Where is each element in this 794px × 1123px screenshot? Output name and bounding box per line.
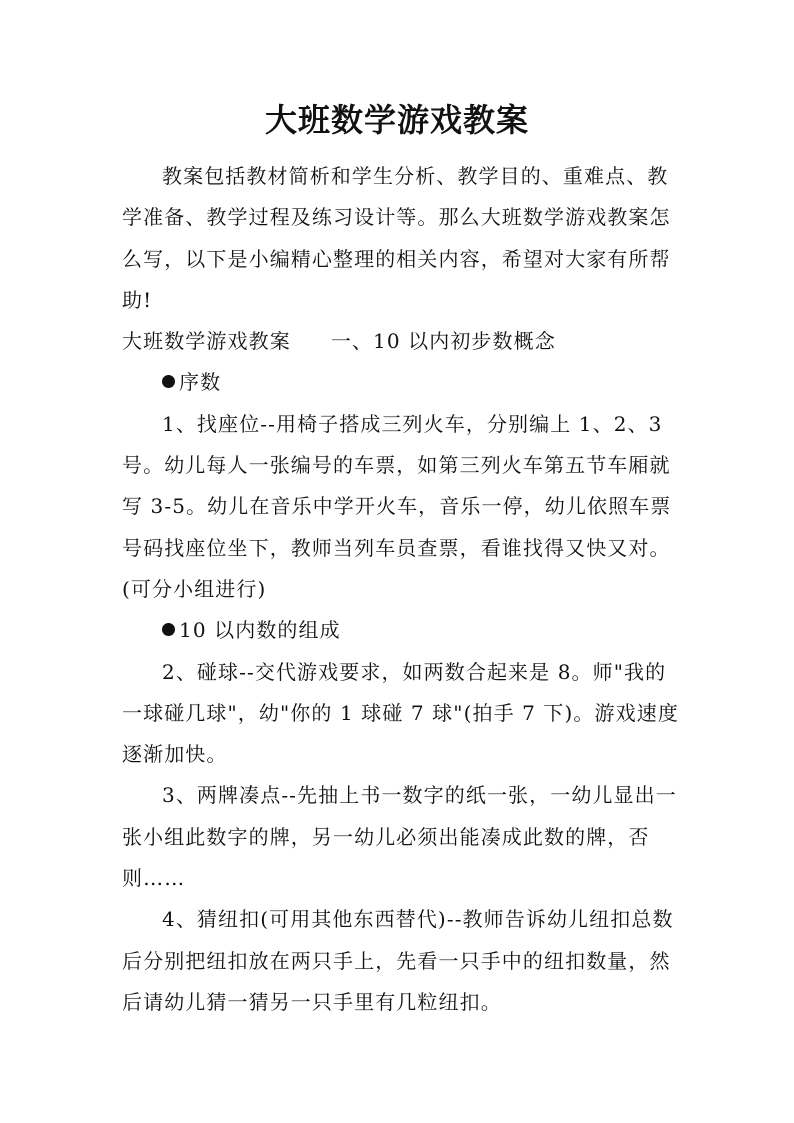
bullet-label: 序数 — [179, 370, 222, 395]
list-item-2: 2、碰球--交代游戏要求，如两数合起来是 8。师"我的一球碰几球"，幼"你的 1 球碰 7 球"(拍手 7 下)。游戏速度逐渐加快。 — [122, 659, 679, 767]
bullet-label: 10 以内数的组成 — [179, 618, 341, 643]
bullet-dot-icon — [162, 623, 175, 636]
section-heading-left: 大班数学游戏教案 — [122, 329, 291, 354]
list-item-4: 4、猜纽扣(可用其他东西替代)--教师告诉幼儿纽扣总数后分别把纽扣放在两只手上，先看一只手中的纽扣数量，然后请幼儿猜一猜另一只手里有几粒纽扣。 — [122, 907, 674, 1014]
bullet-dot-icon — [162, 375, 175, 388]
bullet-item-ordinal — [122, 362, 682, 403]
list-item-1: 1、找座位--用椅子搭成三列火车，分别编上 1、2、3 号。幼儿每人一张编号的车票，如第三列火车第五节车厢就写 3-5。幼儿在音乐中学开火车，音乐一停，幼儿依照车票号码找座位坐下，教师当列车员查票，看谁找得又快又对。(可分小组进行) — [122, 411, 672, 601]
section-heading-right: 一、10 以内初步数概念 — [330, 329, 556, 354]
list-item-3: 3、两牌凑点--先抽上书一数字的纸一张，一幼儿显出一张小组此数字的牌，另一幼儿必须出能凑成此数的牌，否则…… — [122, 783, 677, 891]
intro-paragraph: 教案包括教材简析和学生分析、教学目的、重难点、教学准备、教学过程及练习设计等。那么大班数学游戏教案怎么写，以下是小编精心整理的相关内容，希望对大家有所帮助! — [122, 164, 671, 312]
section-heading — [122, 321, 682, 362]
document-body — [122, 156, 682, 1023]
document-title: 大班数学游戏教案 — [264, 101, 529, 139]
bullet-item-composition — [122, 610, 682, 651]
